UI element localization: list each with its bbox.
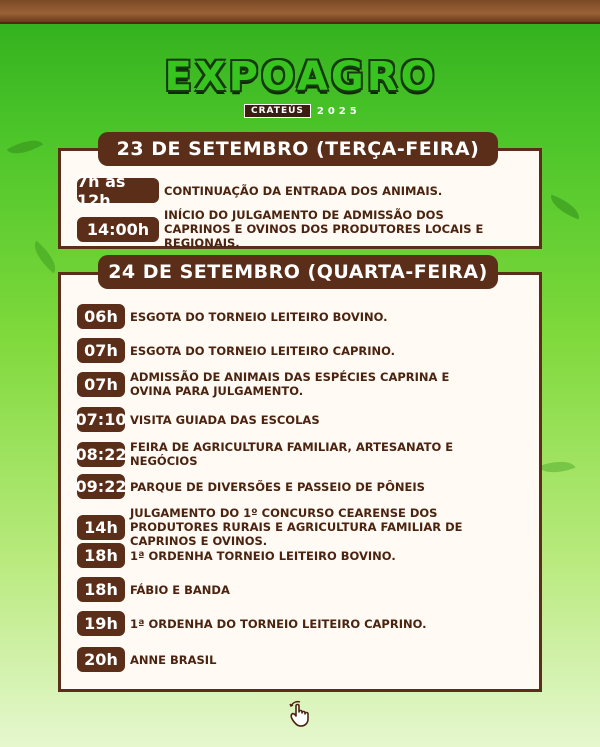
schedule-text: ADMISSÃO DE ANIMAIS DAS ESPÉCIES CAPRINA E OVINA PARA JULGAMENTO. (130, 370, 450, 398)
schedule-time: 07h (77, 338, 125, 363)
leaf-decoration (547, 195, 584, 220)
schedule-item (77, 338, 490, 363)
schedule-text: 1ª ORDENHA TORNEIO LEITEIRO BOVINO. (130, 548, 396, 563)
logo-title: EXPOAGRO (164, 54, 438, 100)
schedule-item (77, 407, 490, 432)
leaf-decoration (7, 132, 43, 161)
schedule-text: PARQUE DE DIVERSÕES E PASSEIO DE PÔNEIS (130, 479, 425, 494)
day1-header: 23 DE SETEMBRO (TERÇA-FEIRA) (98, 132, 498, 166)
schedule-text: VISITA GUIADA DAS ESCOLAS (130, 412, 320, 427)
schedule-item (77, 611, 490, 636)
schedule-text: CONTINUAÇÃO DA ENTRADA DOS ANIMAIS. (164, 183, 443, 198)
swipe-hand-icon (284, 698, 316, 730)
schedule-time: 20h (77, 647, 125, 672)
schedule-item (77, 474, 490, 499)
schedule-time: 07:10 (77, 407, 125, 432)
schedule-text: FEIRA DE AGRICULTURA FAMILIAR, ARTESANATO E NEGÓCIOS (130, 440, 454, 468)
wood-top-border (0, 0, 600, 24)
schedule-time: 08:22 (77, 442, 125, 467)
schedule-time: 7h às 12h (77, 178, 159, 203)
schedule-text: JULGAMENTO DO 1º CONCURSO CEARENSE DOS PRODUTORES RURAIS E AGRICULTURA FAMILIAR DE CAPRINOS E OVINOS. (130, 506, 463, 548)
schedule-item (77, 171, 484, 210)
schedule-item (77, 647, 490, 672)
schedule-text: ESGOTA DO TORNEIO LEITEIRO CAPRINO. (130, 343, 396, 358)
schedule-item (77, 304, 490, 329)
schedule-item (77, 370, 480, 398)
day2-header: 24 DE SETEMBRO (QUARTA-FEIRA) (98, 255, 498, 289)
schedule-time: 14:00h (77, 217, 159, 242)
logo-city: CRATEÚS (244, 104, 311, 118)
schedule-text: INÍCIO DO JULGAMENTO DE ADMISSÃO DOS CAPRINOS E OVINOS DOS PRODUTORES LOCAIS E REGIONAIS. (164, 208, 484, 250)
schedule-time: 07h (77, 372, 125, 397)
schedule-item (77, 208, 504, 250)
logo-year: 2025 (316, 105, 361, 117)
schedule-text: FÁBIO E BANDA (130, 582, 230, 597)
schedule-item (77, 440, 500, 468)
schedule-item (77, 577, 490, 602)
expoagro-logo (164, 52, 438, 122)
schedule-item (77, 543, 490, 568)
schedule-time: 09:22 (77, 474, 125, 499)
schedule-item (77, 506, 490, 548)
schedule-time: 19h (77, 611, 125, 636)
schedule-time: 18h (77, 543, 125, 568)
schedule-time: 18h (77, 577, 125, 602)
schedule-text: ESGOTA DO TORNEIO LEITEIRO BOVINO. (130, 309, 388, 324)
schedule-text: ANNE BRASIL (130, 652, 217, 667)
logo-subtitle (244, 104, 361, 118)
schedule-time: 06h (77, 304, 125, 329)
leaf-decoration (539, 455, 576, 480)
schedule-time: 14h (77, 515, 125, 540)
schedule-text: 1ª ORDENHA DO TORNEIO LEITEIRO CAPRINO. (130, 616, 427, 631)
